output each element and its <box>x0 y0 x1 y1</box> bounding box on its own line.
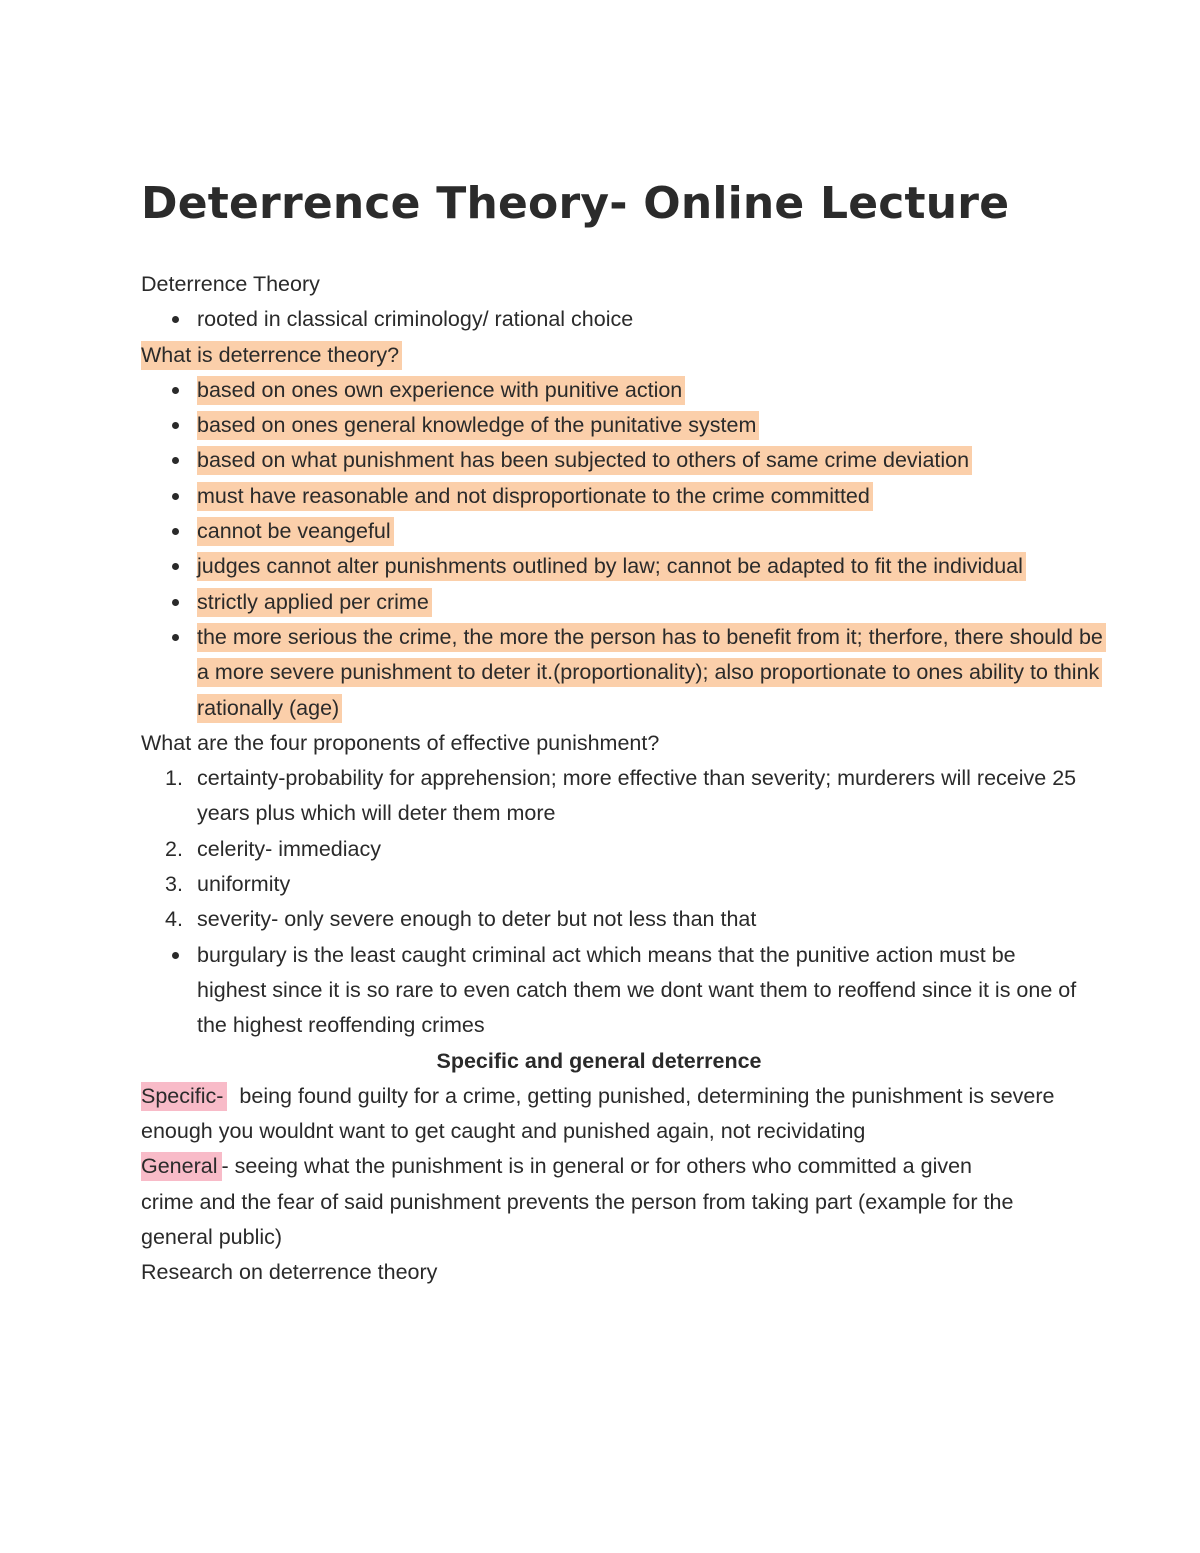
bullet-icon <box>172 457 179 464</box>
bullet-icon <box>172 599 179 606</box>
bullet-icon <box>172 493 179 500</box>
list-item <box>141 620 1107 726</box>
list-item <box>141 514 1071 549</box>
bullet-list-what-is <box>141 373 1103 726</box>
highlighted-text: must have reasonable and not disproportionate to the crime committed <box>197 482 873 511</box>
list-item-text: certainty-probability for apprehension; more effective than severity; murderers will receive 25 years plus which will deter them more <box>197 766 1077 826</box>
highlighted-term: General <box>141 1152 222 1181</box>
list-item-text: rooted in classical criminology/ rational choice <box>197 307 634 332</box>
list-item <box>141 443 1027 478</box>
bullet-icon <box>172 387 179 394</box>
bullet-icon <box>172 528 179 535</box>
list-number: 2. <box>165 836 183 861</box>
bullet-list-roots <box>141 302 1071 337</box>
list-item <box>141 761 1097 832</box>
highlighted-text: What is deterrence theory? <box>141 341 402 370</box>
highlighted-text: based on ones general knowledge of the punitative system <box>197 411 759 440</box>
highlighted-text: strictly applied per crime <box>197 588 432 617</box>
research-heading: Research on deterrence theory <box>141 1260 438 1285</box>
highlighted-term: Specific- <box>141 1082 227 1111</box>
list-item <box>141 902 1071 937</box>
list-number: 3. <box>165 872 183 897</box>
highlighted-text: based on what punishment has been subjected to others of same crime deviation <box>197 446 972 475</box>
highlighted-text: based on ones own experience with punitive action <box>197 376 685 405</box>
bullet-icon <box>172 563 179 570</box>
list-item <box>141 867 1071 902</box>
specific-deterrence-paragraph <box>141 1079 1061 1150</box>
list-item <box>141 938 1087 1044</box>
list-item-text: severity- only severe enough to deter but not less than that <box>197 907 757 932</box>
highlighted-text: judges cannot alter punishments outlined by law; cannot be adapted to fit the individual <box>197 552 1026 581</box>
list-number: 4. <box>165 907 183 932</box>
page-title: Deterrence Theory- Online Lecture <box>141 178 1010 229</box>
bullet-icon <box>172 634 179 641</box>
list-item-text: uniformity <box>197 872 291 897</box>
bullet-icon <box>172 422 179 429</box>
list-item <box>141 302 1071 337</box>
numbered-list-proponents <box>141 761 1077 937</box>
general-deterrence-paragraph <box>141 1149 1021 1255</box>
section-heading-what-is <box>141 338 1071 373</box>
bullet-list-burglary <box>141 938 1077 1044</box>
list-item-text: burgulary is the least caught criminal act which means that the punitive action must be highest since it is so rare to even catch them we dont want them to reoffend since it is one of the highest reoffending crimes <box>197 942 1077 1038</box>
bullet-icon <box>172 316 179 323</box>
list-item <box>141 408 1071 443</box>
list-item-text: celerity- immediacy <box>197 836 381 861</box>
highlighted-text: the more serious the crime, the more the person has to benefit from it; therfore, there should be a more severe punishment to deter it.(proportionality); also proportionate to ones ability to think rationally (age) <box>197 623 1106 723</box>
paragraph-text: being found guilty for a crime, getting punished, determining the punishment is severe enough you wouldnt want to get caught and punished again, not recividating <box>141 1083 1061 1144</box>
paragraph-text: - seeing what the punishment is in general or for others who committed a given crime and the fear of said punishment prevents the person from taking part (example for the general public) <box>141 1154 1014 1250</box>
list-number: 1. <box>165 766 183 791</box>
list-item <box>141 549 1087 584</box>
list-item <box>141 585 1071 620</box>
section-heading-deterrence-theory: Deterrence Theory <box>141 272 320 296</box>
highlighted-text: cannot be veangeful <box>197 517 394 546</box>
section-heading-specific-general: Specific and general deterrence <box>436 1048 762 1073</box>
list-item <box>141 832 1071 867</box>
list-item <box>141 373 1071 408</box>
document-body <box>141 267 1103 1291</box>
section-heading-four-proponents: What are the four proponents of effective punishment? <box>141 730 660 755</box>
list-item <box>141 479 1071 514</box>
bullet-icon <box>172 952 179 959</box>
